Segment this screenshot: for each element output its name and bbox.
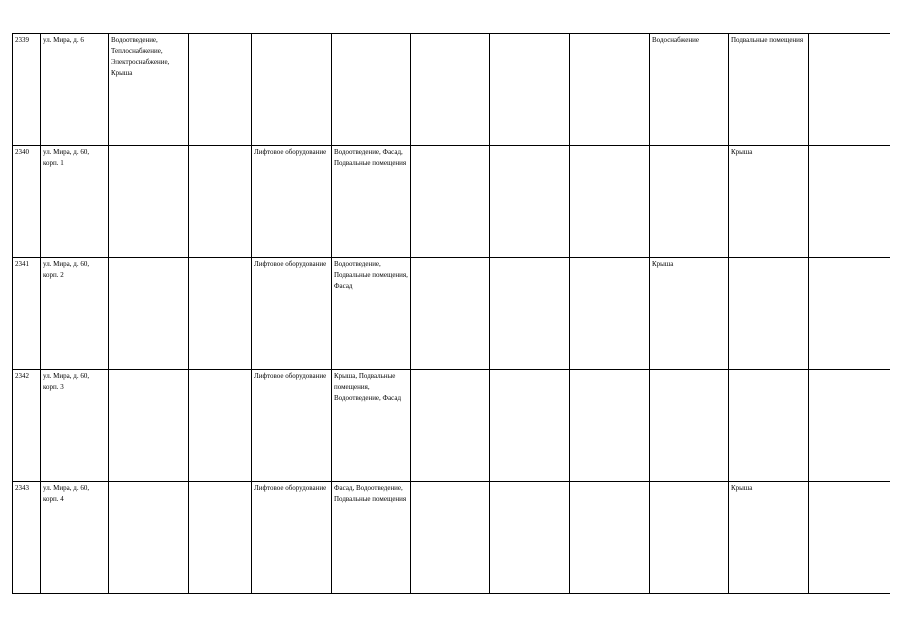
table-cell: Лифтовое оборудование <box>252 370 332 482</box>
table-cell: Крыша, Подвальные помещения, Водоотведение, Фасад <box>332 370 411 482</box>
table-cell <box>490 146 570 258</box>
row-number-cell: 2341 <box>13 258 41 370</box>
table-cell <box>570 482 650 594</box>
table-cell: Крыша <box>650 258 729 370</box>
table-cell <box>411 258 490 370</box>
table-row <box>13 482 890 594</box>
document-table <box>12 33 890 594</box>
table-cell <box>109 370 189 482</box>
table-cell <box>570 146 650 258</box>
row-number-cell: 2339 <box>13 34 41 146</box>
address-cell: ул. Мира, д. 60, корп. 3 <box>41 370 109 482</box>
table-cell <box>332 34 411 146</box>
table-cell <box>189 370 252 482</box>
table-row <box>13 258 890 370</box>
table-cell <box>570 258 650 370</box>
table-cell <box>252 34 332 146</box>
table-cell <box>109 258 189 370</box>
table-cell: Подвальные помещения <box>729 34 809 146</box>
table-cell <box>490 370 570 482</box>
table-cell <box>809 258 890 370</box>
table-cell: Водоотведение, Подвальные помещения, Фасад <box>332 258 411 370</box>
table-cell <box>490 482 570 594</box>
address-cell: ул. Мира, д. 60, корп. 2 <box>41 258 109 370</box>
table-cell <box>189 146 252 258</box>
table-cell <box>650 146 729 258</box>
table-row <box>13 34 890 146</box>
address-cell: ул. Мира, д. 6 <box>41 34 109 146</box>
table-cell <box>189 482 252 594</box>
table-cell <box>809 146 890 258</box>
address-cell: ул. Мира, д. 60, корп. 1 <box>41 146 109 258</box>
table-cell: Водоотведение, Теплоснабжение, Электроснабжение, Крыша <box>109 34 189 146</box>
table-cell: Фасад, Водоотведение, Подвальные помещения <box>332 482 411 594</box>
table-cell: Водоснабжение <box>650 34 729 146</box>
table-cell: Лифтовое оборудование <box>252 146 332 258</box>
table-cell <box>809 34 890 146</box>
table-cell <box>729 370 809 482</box>
table-cell: Водоотведение, Фасад, Подвальные помещения <box>332 146 411 258</box>
row-number-cell: 2340 <box>13 146 41 258</box>
table-cell: Крыша <box>729 146 809 258</box>
table-cell: Крыша <box>729 482 809 594</box>
row-number-cell: 2343 <box>13 482 41 594</box>
table-cell <box>729 258 809 370</box>
table-cell <box>411 482 490 594</box>
table-cell <box>411 370 490 482</box>
address-cell: ул. Мира, д. 60, корп. 4 <box>41 482 109 594</box>
table-cell: Лифтовое оборудование <box>252 482 332 594</box>
table-cell <box>411 34 490 146</box>
table-cell <box>189 34 252 146</box>
table-cell <box>650 370 729 482</box>
table-cell <box>809 482 890 594</box>
row-number-cell: 2342 <box>13 370 41 482</box>
table-cell <box>109 482 189 594</box>
table-cell <box>490 258 570 370</box>
table-cell <box>650 482 729 594</box>
table-cell: Лифтовое оборудование <box>252 258 332 370</box>
table-cell <box>109 146 189 258</box>
table-cell <box>809 370 890 482</box>
table-cell <box>570 34 650 146</box>
table-row <box>13 370 890 482</box>
table-cell <box>411 146 490 258</box>
table-row <box>13 146 890 258</box>
table-cell <box>189 258 252 370</box>
table-cell <box>570 370 650 482</box>
table-cell <box>490 34 570 146</box>
